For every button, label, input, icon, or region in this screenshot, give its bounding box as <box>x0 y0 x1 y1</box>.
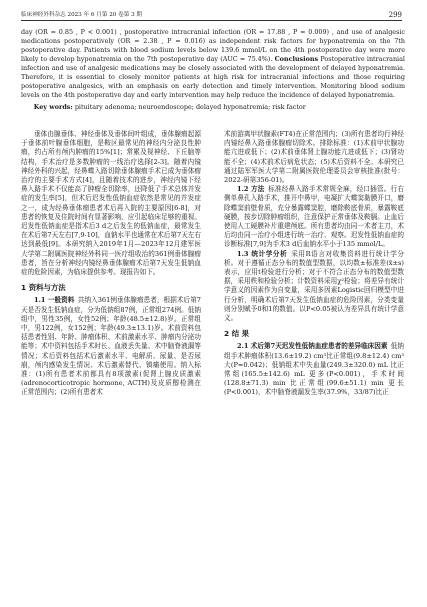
methods-text: 标准经鼻入路手术常规全麻，经口插管。行右侧单鼻孔入路手术，推开中鼻甲，电凝扩大蝶窦黏膜开口，磨除蝶窦前壁骨质，充分暴露蝶窦腔，磨除鞍底骨质，暴露鞍底硬膜，按步切除肿瘤组织，注意保护正常垂体及鞍膈。止血后使用人工硬膜补片重建颅底。所有患者均由同一术者主刀，术后均由同一治疗小组进行统一治疗、观察。迟发性低钠血症的诊断标准[7,9]为手术3 d后血钠水平小于135 mmol/L。 <box>224 185 404 249</box>
subsection-label: 2.1 术后第7天迟发性低钠血症患者的差异临床因素 <box>237 342 388 351</box>
page-number: 299 <box>388 11 402 19</box>
abstract-conclusions-text: Postoperative intracranial infection and use of analgesic medications may be closely associated with the development of delayed hyponatremia. Therefore, it is essential to closely monitor patients at high risk for intracranial infections and those requiring postoperative analgesics, with an emphasis on early detection and timely intervention. Monitoring blood sodium levels on the 4th postoperative day and early intervention may help reduce the incidence of delayed hyponatremia. <box>21 55 405 99</box>
conclusions-label: Conclusions <box>274 55 319 63</box>
keywords-label: Key words: <box>33 103 73 111</box>
abstract-paragraph <box>21 28 405 100</box>
subsection-label: 1.2 方法 <box>237 185 265 194</box>
criteria-paragraph: 术前游离甲状腺素(FT4)在正常范围内；(3)所有患者均行神经内镜经鼻入路垂体腺瘤切除术。排除标准：(1)术前甲状腺功能亢进或低下；(2)术前垂体肾上腺功能亢进或低下；(3)肾功能不全；(4)术前术后病危状态；(5)术后资料不全。本研究已通过陆军军医大学第二附属医院伦理委员会审核批准(批号：2022-研第356-01)。 <box>224 130 404 185</box>
keywords-text: pituitary adenoma; neuroendoscope; delayed hyponatremia; risk factor <box>74 103 306 111</box>
general-data-paragraph <box>21 296 201 397</box>
results-paragraph <box>224 342 404 397</box>
right-column <box>224 130 404 398</box>
statistics-paragraph <box>224 250 404 324</box>
statistics-text: 采用R语言对收集资料进行统计学分析。对于遵循正态分布的数值型数据，以均数±标准差(x̄±s)表示，应用t检验进行分析；对于不符合正态分布的数值型数据，采用秩和检验分析；计数资料采用χ²检验；将差异有统计学意义的因素作为自变量，采用多因素Logistic回归模型中进行分析，明确术后第7天发生低钠血症的危险因素，分类变量则分别赋予0和1的数值。以P<0.05被认为差异具有统计学意义。 <box>224 249 404 323</box>
section-heading-results: 2 结 果 <box>224 329 250 339</box>
general-data-text: 共纳入361例垂体腺瘤患者，根据术后第7天是否发生低钠血症，分为低钠组87例，正常组274例。低钠组中，男性35例，女性52例；年龄(48.5±12.8)岁。正常组中，男122例，女152例；年龄(49.3±13.1)岁。术前资料包括患者性别、年龄、肿瘤体积、术前激素水平、肿瘤内分泌功能等；术中资料包括手术时长、血液丢失量、术中脑脊液漏等情况；术后资料包括术后激素水平、电解质、尿量、是否尿崩，颅内感染发生情况、术后激素替代、镇痛使用。纳入标准：(1)所有患者术前都具有8项激素(促肾上腺皮质激素(adrenocorticotropic hormone, ACTH)及皮质醇检测在正常范围内；(2)所有患者术 <box>21 296 201 397</box>
results-text: 低钠组手术肿瘤体积(13.6±19.2) cm³比正常组(9.8±12.4) cm³ 大(P=0.042)；低钠组术中失血量(249.3±320.0) mL 比正常组(165.5±142.6) mL 更多(P<0.001)，手术时间(128.8±71.3) min 比正常组(99.6±51.1) min 更长(P<0.001)，术中脑脊液漏发生率(37.9%，33/87)比正 <box>224 342 405 397</box>
english-abstract <box>21 28 405 112</box>
left-column <box>21 130 201 398</box>
section-heading-methods: 1 资料与方法 <box>21 283 66 293</box>
abstract-results-text: day (OR = 0.85 , P < 0.001) , postoperative intracranial infection (OR = 17.88 , P = 0.009) , and use of analgesic medications postoperatively (OR = 2.38 , P = 0.016) as independent risk factors for hyponatremia on the 7th postoperative day. Patients with blood sodium levels below 139.6 mmol/L on the 4th postoperative day were more likely to develop hyponatremia on the 7th postoperative day (AUC = 75.4%). <box>21 28 405 63</box>
intro-paragraph: 垂体由腺垂体、神经垂体及垂体间叶组成，垂体腺瘤起源于垂体前叶腺垂体细胞，是鞍区最常见的神经内分泌良性肿瘤，约占所有颅内肿瘤的15%[1]；常累及视神经、下丘脑等结构，手术治疗是多数肿瘤的一线治疗选择[2-3]。随着内镜神经外科的兴起，经鼻蝶入路切除垂体腺瘤手术已成为垂体瘤治疗的主要手术方式[4]，且随着技术的进步，神经内镜下经鼻入路手术不仅能高了肿瘤全切除率，还降低了手术总体并发症的发生率[5]，但术后迟发性低钠血症依然是常见的并发症之一，成为经鼻垂体瘤患者术后再入院的主要原因[6-8]，对患者的恢复及住院时间有显著影响，应引起临床足够的重视。迟发性低钠血症是指术后3 d之后发生的低钠血症，最常发生在术后第7天左右[7,9-10]，血钠水平也通常在术后第7天左右达到最低[9]。本研究纳入2019年1月—2023年12月建军医大学第二附属医院神经外科同一医疗组收治的361例垂体腺瘤患者，旨在分析神经内镜经鼻垂体腺瘤术后第7天发生低钠血症的危险因素，为临床提供参考。现报告如下。 <box>21 130 201 277</box>
journal-title: 临床神经外科杂志 2023 年 6 月第 20 卷第 3 期 <box>21 12 143 18</box>
subsection-label: 1.3 统计学分析 <box>237 249 288 258</box>
running-header <box>21 10 402 21</box>
keywords-line <box>21 103 405 112</box>
methods-paragraph <box>224 185 404 249</box>
subsection-label: 1.1 一般资料 <box>34 296 75 305</box>
